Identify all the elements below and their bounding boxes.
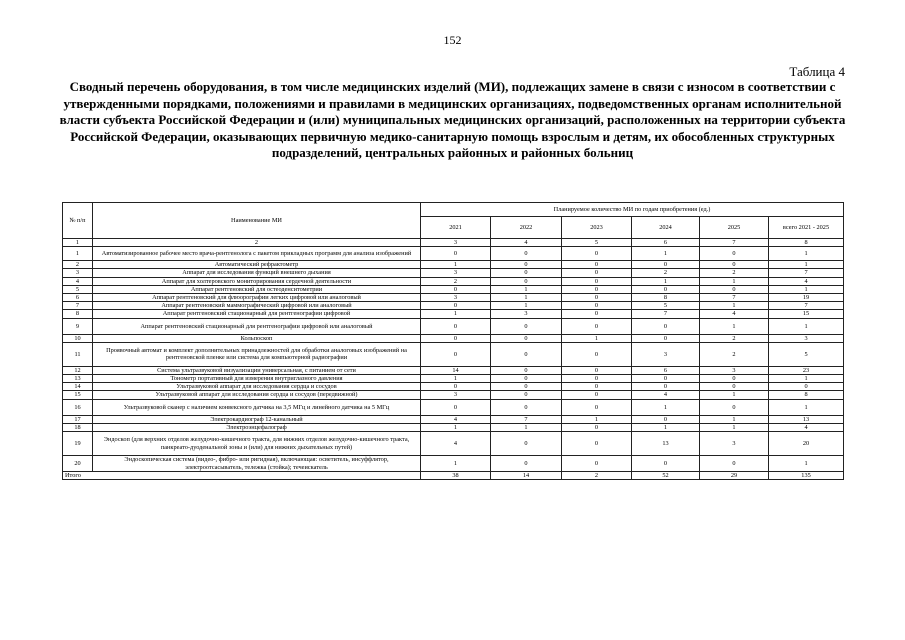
row-device-name: Электрокардиограф 12-канальный bbox=[93, 415, 421, 423]
header-year: 2023 bbox=[562, 217, 632, 239]
row-year-cell: 1 bbox=[700, 423, 769, 431]
row-year-cell: 1 bbox=[700, 302, 769, 310]
row-device-name: Кольпоскоп bbox=[93, 334, 421, 342]
document-title: Сводный перечень оборудования, в том числе медицинских изделий (МИ), подлежащих замене в связи с износом в соответствии с утвержденными порядками, положениями и правилами в медицинских организациях, подведомственных органам исполнительной власти субъекта Российской Федерации и (или) муниципальных медицинских организаций, расположенных на территории субъекта Российской Федерации, оказывающих первичную медико-санитарную помощь взрослым и детям, их обособленных структурных подразделений, центральных районных и районных больниц bbox=[59, 79, 846, 160]
row-year-cell: 0 bbox=[421, 399, 491, 415]
row-device-name: Тонометр портативный для измерения внутриглазного давления bbox=[93, 375, 421, 383]
header-year: 2021 bbox=[421, 217, 491, 239]
row-year-cell: 0 bbox=[421, 334, 491, 342]
row-number: 11 bbox=[63, 342, 93, 366]
total-cell: 14 bbox=[491, 472, 562, 480]
row-total-cell: 23 bbox=[769, 366, 844, 374]
row-year-cell: 0 bbox=[562, 277, 632, 285]
row-year-cell: 1 bbox=[421, 261, 491, 269]
column-index-row bbox=[63, 239, 844, 247]
row-year-cell: 1 bbox=[491, 302, 562, 310]
row-device-name: Аппарат рентгеновский маммографический цифровой или аналоговый bbox=[93, 302, 421, 310]
total-cell: 52 bbox=[632, 472, 700, 480]
row-year-cell: 1 bbox=[700, 318, 769, 334]
row-year-cell: 1 bbox=[632, 277, 700, 285]
row-year-cell: 0 bbox=[491, 247, 562, 261]
row-device-name: Проявочный автомат и комплект дополнительных принадлежностей для обработки аналоговых изображений на рентгеновской пленке или система для компьютерной радиографии bbox=[93, 342, 421, 366]
row-total-cell: 1 bbox=[769, 318, 844, 334]
row-year-cell: 0 bbox=[491, 432, 562, 456]
index-cell: 4 bbox=[491, 239, 562, 247]
row-total-cell: 20 bbox=[769, 432, 844, 456]
row-year-cell: 0 bbox=[491, 261, 562, 269]
row-year-cell: 1 bbox=[491, 294, 562, 302]
equipment-table bbox=[62, 202, 844, 480]
table-label: Таблица 4 bbox=[789, 64, 845, 79]
row-device-name: Электроэнцефалограф bbox=[93, 423, 421, 431]
row-year-cell: 0 bbox=[421, 383, 491, 391]
table-row bbox=[63, 375, 844, 383]
row-year-cell: 6 bbox=[632, 366, 700, 374]
row-device-name: Аппарат для исследования функций внешнего дыхания bbox=[93, 269, 421, 277]
row-year-cell: 0 bbox=[700, 285, 769, 293]
row-year-cell: 0 bbox=[562, 391, 632, 399]
row-total-cell: 1 bbox=[769, 456, 844, 472]
index-cell: 6 bbox=[632, 239, 700, 247]
row-year-cell: 0 bbox=[562, 285, 632, 293]
row-total-cell: 0 bbox=[769, 383, 844, 391]
table-row bbox=[63, 423, 844, 431]
row-year-cell: 0 bbox=[700, 399, 769, 415]
total-label: Итого bbox=[63, 472, 421, 480]
row-year-cell: 0 bbox=[491, 277, 562, 285]
row-year-cell: 1 bbox=[491, 285, 562, 293]
row-year-cell: 1 bbox=[700, 415, 769, 423]
row-year-cell: 0 bbox=[562, 269, 632, 277]
index-cell: 1 bbox=[63, 239, 93, 247]
table-row bbox=[63, 247, 844, 261]
row-year-cell: 1 bbox=[632, 399, 700, 415]
row-number: 10 bbox=[63, 334, 93, 342]
row-year-cell: 4 bbox=[632, 391, 700, 399]
row-year-cell: 3 bbox=[421, 269, 491, 277]
row-total-cell: 1 bbox=[769, 285, 844, 293]
row-total-cell: 19 bbox=[769, 294, 844, 302]
row-number: 19 bbox=[63, 432, 93, 456]
row-device-name: Аппарат рентгеновский для флюорографии легких цифровой или аналоговый bbox=[93, 294, 421, 302]
row-number: 20 bbox=[63, 456, 93, 472]
row-device-name: Ультразвуковой аппарат для исследования сердца и сосудов (передвижной) bbox=[93, 391, 421, 399]
row-year-cell: 0 bbox=[421, 247, 491, 261]
row-year-cell: 0 bbox=[632, 334, 700, 342]
row-year-cell: 1 bbox=[421, 423, 491, 431]
row-total-cell: 7 bbox=[769, 269, 844, 277]
row-number: 1 bbox=[63, 247, 93, 261]
row-number: 12 bbox=[63, 366, 93, 374]
total-cell: 38 bbox=[421, 472, 491, 480]
header-group: Планируемое количество МИ по годам приобретения (ед.) bbox=[421, 203, 844, 217]
row-year-cell: 0 bbox=[562, 294, 632, 302]
row-year-cell: 2 bbox=[700, 334, 769, 342]
row-year-cell: 2 bbox=[632, 269, 700, 277]
row-total-cell: 4 bbox=[769, 277, 844, 285]
row-total-cell: 7 bbox=[769, 302, 844, 310]
row-total-cell: 8 bbox=[769, 391, 844, 399]
row-year-cell: 1 bbox=[562, 334, 632, 342]
row-year-cell: 0 bbox=[632, 383, 700, 391]
row-total-cell: 4 bbox=[769, 423, 844, 431]
total-cell: 29 bbox=[700, 472, 769, 480]
row-year-cell: 0 bbox=[632, 318, 700, 334]
row-year-cell: 3 bbox=[632, 342, 700, 366]
index-cell: 7 bbox=[700, 239, 769, 247]
row-total-cell: 1 bbox=[769, 261, 844, 269]
row-year-cell: 0 bbox=[562, 310, 632, 318]
row-year-cell: 0 bbox=[491, 383, 562, 391]
row-year-cell: 0 bbox=[421, 285, 491, 293]
row-year-cell: 0 bbox=[562, 318, 632, 334]
row-total-cell: 3 bbox=[769, 334, 844, 342]
row-year-cell: 3 bbox=[700, 432, 769, 456]
row-number: 3 bbox=[63, 269, 93, 277]
row-year-cell: 4 bbox=[700, 310, 769, 318]
table-row bbox=[63, 261, 844, 269]
row-device-name: Ультразвуковой аппарат для исследования сердца и сосудов bbox=[93, 383, 421, 391]
header-year: 2025 bbox=[700, 217, 769, 239]
row-number: 18 bbox=[63, 423, 93, 431]
row-year-cell: 0 bbox=[700, 375, 769, 383]
row-year-cell: 1 bbox=[632, 423, 700, 431]
row-year-cell: 0 bbox=[491, 456, 562, 472]
row-year-cell: 1 bbox=[421, 375, 491, 383]
row-year-cell: 0 bbox=[700, 247, 769, 261]
row-year-cell: 1 bbox=[700, 391, 769, 399]
row-year-cell: 7 bbox=[491, 415, 562, 423]
table-row bbox=[63, 366, 844, 374]
row-year-cell: 0 bbox=[700, 456, 769, 472]
row-device-name: Ультразвуковой сканер с наличием конвексного датчика на 3,5 МГц и линейного датчика на 5 МГц bbox=[93, 399, 421, 415]
row-year-cell: 0 bbox=[562, 456, 632, 472]
table-row bbox=[63, 456, 844, 472]
header-name: Наименование МИ bbox=[93, 203, 421, 239]
row-year-cell: 2 bbox=[421, 277, 491, 285]
total-row bbox=[63, 472, 844, 480]
table-row bbox=[63, 432, 844, 456]
header-year-total: всего 2021 - 2025 bbox=[769, 217, 844, 239]
row-year-cell: 0 bbox=[421, 342, 491, 366]
row-year-cell: 0 bbox=[491, 375, 562, 383]
row-year-cell: 0 bbox=[562, 302, 632, 310]
row-year-cell: 0 bbox=[632, 415, 700, 423]
row-year-cell: 0 bbox=[491, 399, 562, 415]
row-year-cell: 3 bbox=[700, 366, 769, 374]
row-year-cell: 0 bbox=[562, 423, 632, 431]
row-year-cell: 1 bbox=[421, 456, 491, 472]
row-year-cell: 1 bbox=[421, 310, 491, 318]
row-year-cell: 0 bbox=[632, 456, 700, 472]
row-year-cell: 3 bbox=[491, 310, 562, 318]
row-device-name: Аппарат рентгеновский для остеоденситометрии bbox=[93, 285, 421, 293]
row-year-cell: 0 bbox=[700, 261, 769, 269]
row-number: 8 bbox=[63, 310, 93, 318]
row-year-cell: 1 bbox=[562, 415, 632, 423]
table-row bbox=[63, 310, 844, 318]
row-year-cell: 7 bbox=[632, 310, 700, 318]
row-total-cell: 1 bbox=[769, 399, 844, 415]
row-year-cell: 0 bbox=[491, 318, 562, 334]
row-year-cell: 0 bbox=[421, 302, 491, 310]
row-year-cell: 0 bbox=[632, 285, 700, 293]
row-total-cell: 1 bbox=[769, 375, 844, 383]
row-number: 16 bbox=[63, 399, 93, 415]
index-cell: 3 bbox=[421, 239, 491, 247]
row-number: 13 bbox=[63, 375, 93, 383]
row-year-cell: 3 bbox=[421, 294, 491, 302]
row-year-cell: 4 bbox=[421, 415, 491, 423]
total-cell: 2 bbox=[562, 472, 632, 480]
row-device-name: Аппарат для холтеровского мониторирования сердечной деятельности bbox=[93, 277, 421, 285]
row-year-cell: 5 bbox=[632, 302, 700, 310]
table-row bbox=[63, 269, 844, 277]
row-device-name: Аппарат рентгеновский стационарный для рентгенографии цифровой bbox=[93, 310, 421, 318]
row-year-cell: 0 bbox=[562, 375, 632, 383]
table-body bbox=[63, 203, 844, 480]
table-row bbox=[63, 415, 844, 423]
page-number: 152 bbox=[443, 33, 462, 47]
row-number: 6 bbox=[63, 294, 93, 302]
row-year-cell: 0 bbox=[562, 432, 632, 456]
row-year-cell: 0 bbox=[562, 366, 632, 374]
row-total-cell: 15 bbox=[769, 310, 844, 318]
table-row bbox=[63, 318, 844, 334]
table-row bbox=[63, 383, 844, 391]
table-row bbox=[63, 334, 844, 342]
row-year-cell: 2 bbox=[700, 342, 769, 366]
row-device-name: Эндоскопическая система (видео-, фибро- или ригидная), включающая: осветитель, инсуффлятор, электроотсасыватель, тележка (стойка); течеискатель bbox=[93, 456, 421, 472]
header-year: 2024 bbox=[632, 217, 700, 239]
total-cell: 135 bbox=[769, 472, 844, 480]
row-year-cell: 0 bbox=[421, 318, 491, 334]
row-number: 17 bbox=[63, 415, 93, 423]
header-year: 2022 bbox=[491, 217, 562, 239]
table-row bbox=[63, 285, 844, 293]
row-year-cell: 0 bbox=[632, 261, 700, 269]
row-device-name: Автоматический рефрактометр bbox=[93, 261, 421, 269]
row-number: 7 bbox=[63, 302, 93, 310]
table-row bbox=[63, 399, 844, 415]
row-year-cell: 0 bbox=[562, 399, 632, 415]
row-year-cell: 2 bbox=[700, 269, 769, 277]
row-year-cell: 0 bbox=[491, 342, 562, 366]
row-year-cell: 0 bbox=[491, 334, 562, 342]
row-year-cell: 0 bbox=[491, 391, 562, 399]
row-year-cell: 1 bbox=[491, 423, 562, 431]
row-year-cell: 0 bbox=[562, 383, 632, 391]
row-device-name: Эндоскоп (для верхних отделов желудочно-кишечного тракта, для нижних отделов желудочно-кишечного тракта, панкреато-дуоденальной зоны и (или) для нижних дыхательных путей) bbox=[93, 432, 421, 456]
row-device-name: Автоматизированное рабочее место врача-рентгенолога с пакетом прикладных программ для анализа изображений bbox=[93, 247, 421, 261]
row-number: 2 bbox=[63, 261, 93, 269]
index-cell: 2 bbox=[93, 239, 421, 247]
row-device-name: Аппарат рентгеновский стационарный для рентгенографии цифровой или аналоговый bbox=[93, 318, 421, 334]
row-year-cell: 0 bbox=[700, 383, 769, 391]
row-year-cell: 0 bbox=[562, 247, 632, 261]
row-device-name: Система ультразвуковой визуализации универсальная, с питанием от сети bbox=[93, 366, 421, 374]
row-year-cell: 0 bbox=[632, 375, 700, 383]
row-year-cell: 7 bbox=[700, 294, 769, 302]
row-number: 5 bbox=[63, 285, 93, 293]
row-year-cell: 14 bbox=[421, 366, 491, 374]
header-num: № п/п bbox=[63, 203, 93, 239]
row-total-cell: 1 bbox=[769, 247, 844, 261]
row-year-cell: 0 bbox=[562, 342, 632, 366]
row-year-cell: 0 bbox=[491, 366, 562, 374]
row-number: 9 bbox=[63, 318, 93, 334]
row-number: 4 bbox=[63, 277, 93, 285]
row-total-cell: 5 bbox=[769, 342, 844, 366]
table-row bbox=[63, 294, 844, 302]
row-total-cell: 13 bbox=[769, 415, 844, 423]
table-row bbox=[63, 277, 844, 285]
index-cell: 8 bbox=[769, 239, 844, 247]
row-number: 14 bbox=[63, 383, 93, 391]
row-year-cell: 0 bbox=[491, 269, 562, 277]
row-year-cell: 3 bbox=[421, 391, 491, 399]
row-year-cell: 1 bbox=[632, 247, 700, 261]
row-year-cell: 8 bbox=[632, 294, 700, 302]
row-year-cell: 0 bbox=[562, 261, 632, 269]
index-cell: 5 bbox=[562, 239, 632, 247]
row-number: 15 bbox=[63, 391, 93, 399]
table-row bbox=[63, 391, 844, 399]
row-year-cell: 1 bbox=[700, 277, 769, 285]
row-year-cell: 13 bbox=[632, 432, 700, 456]
row-year-cell: 4 bbox=[421, 432, 491, 456]
table-row bbox=[63, 342, 844, 366]
table-row bbox=[63, 302, 844, 310]
